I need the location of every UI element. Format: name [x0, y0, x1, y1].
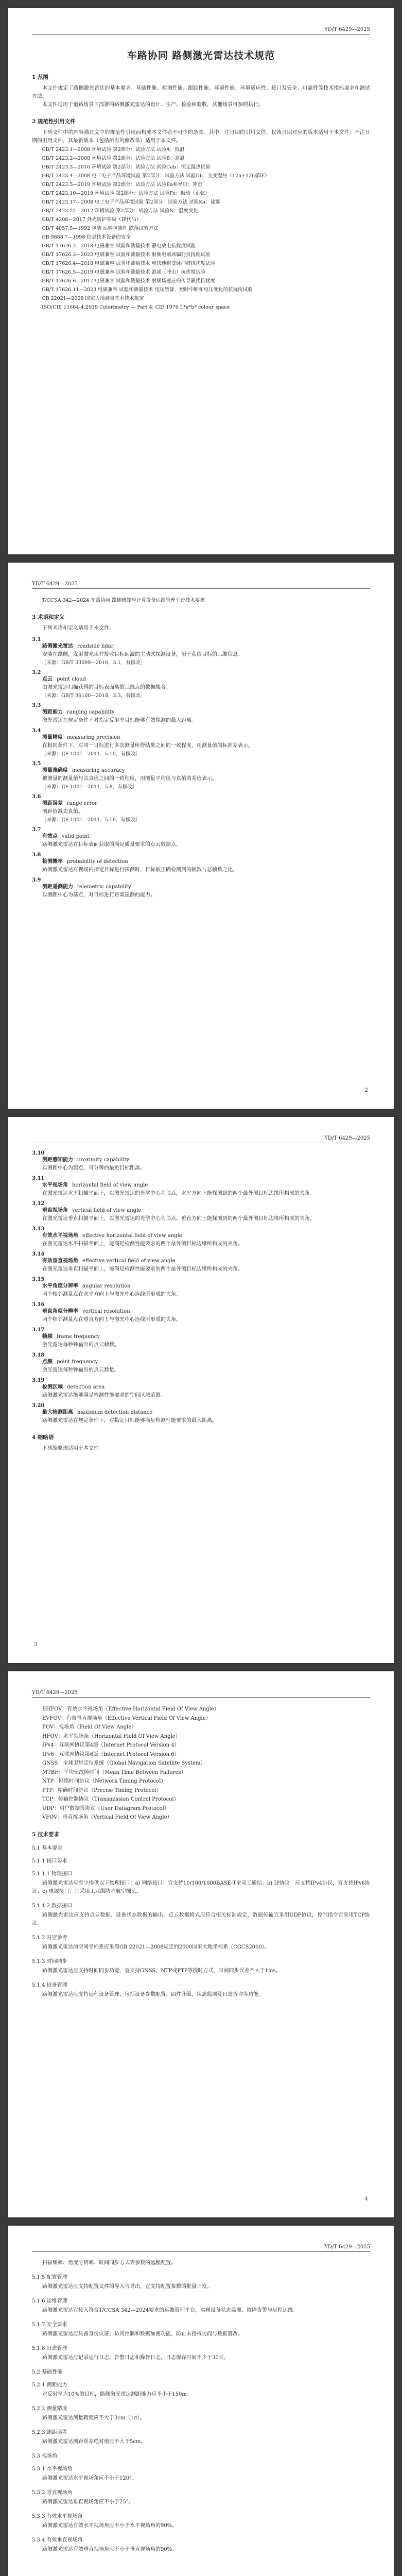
term-chinese: 测量精度	[42, 735, 63, 740]
term-entry	[32, 1201, 370, 1223]
term-chinese: 路侧激光雷达	[42, 643, 73, 649]
reference-item: GB/T 17626.3—2023 电磁兼容 试验和测量技术 射频电磁场辐射抗扰度试验	[42, 252, 211, 258]
abbreviation-item: IPv6：互联网协议第6版（Internet Protocol Version 6）	[42, 1751, 180, 1757]
term-number: 3.20	[32, 1403, 45, 1409]
abbreviation-item: NTP：网络时间协议（Network Timing Protocol）	[42, 1778, 166, 1784]
term-entry	[32, 1176, 370, 1198]
term-english: point cloud	[57, 676, 86, 682]
clause-heading: 5.1.1 接口要求	[32, 1858, 67, 1864]
reference-item: GB/T 17626.4—2018 电磁兼容 试验和测量技术 电快速瞬变脉冲群抗扰度试验	[42, 261, 216, 266]
term-entry	[32, 1352, 370, 1375]
clause-heading: 5.1.2 时空参考	[32, 1935, 67, 1941]
term-source: ［来源：JJF 1001—2011，5.10，有修改］	[42, 751, 141, 757]
abbreviation-item: MTBF：平均无故障时间（Mean Time Between Failures）	[42, 1769, 186, 1775]
clause-list	[32, 2259, 370, 2554]
term-chinese: 测距遥测能力	[42, 884, 73, 890]
term-definition: 以测距中心为基点，对目标进行距离遥测的能力。	[42, 892, 155, 898]
term-heading	[42, 883, 370, 891]
reference-item: GB/T 2423.22—2012 环境试验 第2部分：试验方法 试验N：温度变化	[42, 208, 199, 214]
reference-item: GB/T 2423.3—2016 环境试验 第2部分：试验方法 试验Cab：恒定湿热试验	[42, 164, 211, 170]
term-heading	[42, 1409, 370, 1417]
abbreviation-item: TCP：传输控制协议（Transmission Control Protocol）	[42, 1797, 179, 1802]
term-entry	[32, 1150, 370, 1173]
page-header: YD/T 6429—2025	[32, 1690, 370, 1698]
term-english: vertical field of view angle	[72, 1208, 142, 1213]
reference-item: GB/T 17626.5—2019 电磁兼容 试验和测量技术 浪涌（冲击）抗扰度试验	[42, 269, 206, 275]
page-header: YD/T 6429—2025	[32, 1136, 370, 1143]
section-heading: 1 范围	[32, 74, 48, 80]
clause-text: 路侧激光雷达水平视场角应不小于120°。	[42, 2476, 137, 2481]
term-english: range error	[67, 801, 97, 806]
term-number: 3.13	[32, 1226, 45, 1232]
clause-heading: 5.3.3 有效水平视场角	[32, 2514, 83, 2519]
clause-heading: 5.3.4 有效垂直视场角	[32, 2537, 83, 2543]
paragraph: 本文件规定了路侧激光雷达的基本要求、基础性能、检测性能、跟踪性能、环境性能、环境适应性、接口及安全、可靠性等技术指标要求和测试方法。	[32, 86, 370, 99]
reference-item: T/CCSA 342—2024 车路协同 路侧感知与计算设备运维管理平台技术要求	[42, 598, 205, 603]
term-english: probability of detection	[67, 859, 128, 865]
term-entry	[32, 1226, 370, 1248]
term-heading	[42, 1181, 370, 1190]
page-header: YD/T 6429—2025	[32, 27, 370, 35]
clause-heading: 5.3 视场角	[32, 2453, 58, 2459]
reference-item: GB/T 2423.1—2008 环境试验 第2部分：试验方法 试验A：低温	[42, 147, 185, 152]
term-heading	[42, 1383, 370, 1392]
clause-text: 对反射率为10%的目标，路侧激光雷达测距能力应不小于150m。	[42, 2392, 192, 2397]
term-english: point frequency	[57, 1359, 98, 1365]
term-definition: 在相同条件下，对同一目标进行多次测量所得结果之间的一致程度，用测量值的标准差表示。	[42, 743, 253, 749]
term-english: horizontal field of view angle	[72, 1182, 148, 1188]
clause-heading: 5.1.7 安全要求	[32, 2322, 67, 2328]
term-entry	[32, 827, 370, 849]
term-chinese: 有效垂直视场角	[42, 1258, 78, 1264]
term-definition: 路侧激光雷达在目标表面获取的满足质量要求的点云数据点。	[42, 842, 181, 848]
term-english: effective vertical field of view angle	[82, 1258, 176, 1264]
paragraph: 本文件适用于道路场景下部署的路侧激光雷达的设计、生产、检验和验收，其他场景可参照执行。	[42, 102, 264, 108]
term-entry	[32, 670, 370, 700]
abbreviation-item: EVFOV：有效垂直视场角（Effective Vertical Field Of View Angle）	[42, 1715, 211, 1721]
term-number: 3.19	[32, 1378, 45, 1383]
clause-heading: 5.1.6 运维管理	[32, 2298, 67, 2304]
term-entry	[32, 1302, 370, 1324]
term-english: frame frequency	[57, 1334, 100, 1340]
reference-list	[32, 145, 370, 312]
term-list	[32, 1150, 370, 1425]
clause-text: 路侧激光雷达垂直视场角应不小于25°。	[42, 2499, 134, 2505]
abbreviation-item: UDP：用户数据报协议（User Datagram Protocol）	[42, 1805, 169, 1811]
term-entry	[32, 877, 370, 900]
term-heading	[42, 708, 370, 717]
term-number: 3.15	[32, 1277, 45, 1282]
term-number: 3.14	[32, 1251, 45, 1257]
term-chinese: 点云	[42, 676, 53, 682]
term-number: 3.3	[32, 703, 41, 708]
term-entry	[32, 637, 370, 667]
clause-text: 路侧激光雷达应记录运行日志、告警日志和操作日志，日志保存时间不少于30天。	[42, 2355, 229, 2361]
abbreviation-item: IPv4：互联网协议第4版（Internet Protocol Version 4）	[42, 1742, 180, 1748]
paragraph: 下列缩略语适用于本文件。	[42, 1446, 104, 1451]
term-chinese: 水平视场角	[42, 1182, 68, 1188]
term-heading	[42, 1358, 370, 1366]
term-chinese: 测量准确度	[42, 768, 68, 773]
term-heading	[42, 675, 370, 684]
clause-text: 路侧激光雷达应支持配置文件的导入与导出，宜支持配置参数的批量下发。	[42, 2284, 212, 2290]
reference-item: ISO/CIE 11664-4:2019 Colorimetry — Part 4: CIE 1976 L*a*b* colour space	[42, 304, 230, 310]
page-header: YD/T 6429—2025	[32, 581, 370, 589]
term-english: telemetric capability	[77, 884, 131, 890]
term-definition: 在激光雷达垂直扫描平面上，以激光雷达的光学中心为顶点，垂直方向上能探测到的两个最外侧目标边缘所构成的夹角。	[42, 1216, 315, 1222]
term-number: 3.17	[32, 1327, 45, 1333]
term-number: 3.18	[32, 1352, 45, 1358]
term-entry	[32, 703, 370, 725]
term-english: angular resolution	[82, 1283, 131, 1289]
page-number: 2	[364, 1088, 368, 1093]
term-heading	[42, 858, 370, 866]
reference-item: GB 22021—2008 国家大地测量基本技术规定	[42, 296, 144, 301]
clause-text: 扫描频率、角度分辨率、时间同步方式等参数的远程配置。	[42, 2260, 176, 2266]
term-english: proximity capability	[77, 1157, 130, 1163]
term-definition: 被测量的测量值与其真值之间的一致程度，用测量平均值与真值的差值表示。	[42, 776, 217, 782]
clause-heading: 5.3.2 垂直视场角	[32, 2490, 73, 2496]
clause-text: 路侧激光雷达有效垂直视场角应不小于垂直视场角的90%。	[42, 2547, 178, 2552]
term-definition: 激光雷达每秒钟输出的点云帧数。	[42, 1342, 119, 1348]
term-number: 3.9	[32, 877, 41, 883]
term-entry	[32, 852, 370, 874]
term-source: ［来源：GB/T 36100—2018，3.3，有修改］	[42, 693, 146, 699]
term-definition: 路侧激光雷达能够满足检测性能要求的空间区域范围。	[42, 1393, 166, 1398]
term-entry	[32, 761, 370, 791]
term-definition: 两个相邻测量点在垂直方向上与激光中心连线所形成的夹角。	[42, 1317, 181, 1323]
term-definition: 在激光雷达水平扫描平面上，能满足检测性能要求的两个最外侧目标边缘所构成的夹角。	[42, 1241, 243, 1247]
term-chinese: 帧频	[42, 1334, 53, 1340]
term-heading	[42, 1308, 370, 1316]
page-1	[8, 8, 394, 554]
term-chinese: 检测区域	[42, 1384, 63, 1390]
term-definition: 在激光雷达水平扫描平面上，以激光雷达的光学中心为顶点，水平方向上能探测到的两个最外侧目标边缘所构成的夹角。	[42, 1191, 315, 1196]
clause-text: 路侧激光雷达有效水平视场角应不小于水平视场角的90%。	[42, 2523, 178, 2529]
clause-list	[32, 1843, 370, 1999]
term-definition: 由激光雷达扫描获得的目标表面离散三维点的数据集合。	[42, 685, 171, 690]
term-heading	[42, 642, 370, 651]
page-2	[8, 563, 394, 1109]
term-source: ［来源：JJF 1001—2011，5.16，有修改］	[42, 817, 141, 823]
paragraph: 下列术语和定义适用于本文件。	[42, 625, 114, 631]
reference-item: GB/T 2423.2—2008 环境试验 第2部分：试验方法 试验B：高温	[42, 156, 185, 161]
clause-text: 路侧激光雷达应支持时间同步功能，宜支持GNSS、NTP或PTP等授时方式，时间同步误差不大于1ms。	[42, 1968, 281, 1974]
section-heading: 5 技术要求	[32, 1831, 59, 1838]
term-source: ［来源：GB/T 33099—2016，3.1，有修改］	[42, 660, 146, 666]
term-number: 3.6	[32, 794, 41, 800]
term-heading	[42, 1282, 370, 1291]
term-number: 3.11	[32, 1176, 45, 1181]
reference-item: GB/T 2423.4—2008 电工电子产品环境试验 第2部分：试验方法 试验Db：交变湿热（12h+12h循环）	[42, 173, 270, 179]
clause-text: 路侧激光雷达应支持远程设备管理，包括设备参数配置、固件升级、状态监测及日志查询等功能。	[42, 1991, 264, 1997]
abbreviation-list	[32, 1705, 370, 1822]
term-english: ranging capability	[67, 709, 115, 715]
abbreviation-item: GNSS：全球卫星定位系统（Global Navigation Satellite System）	[42, 1760, 206, 1766]
term-english: measuring precision	[67, 735, 120, 740]
term-english: vertical resolution	[82, 1309, 130, 1314]
term-entry	[32, 794, 370, 824]
term-heading	[42, 1333, 370, 1341]
term-definition: 激光雷达在规定条件下对指定反射率目标能够有效探测的最大距离。	[42, 718, 197, 723]
clause-heading: 5.2.3 测距误差	[32, 2430, 67, 2435]
term-number: 3.1	[32, 637, 41, 642]
term-number: 3.12	[32, 1201, 45, 1207]
page-header: YD/T 6429—2025	[32, 2244, 370, 2252]
page-number: 3	[34, 1642, 38, 1648]
term-number: 3.4	[32, 728, 41, 734]
term-chinese: 测距误差	[42, 801, 63, 806]
term-definition: 安装在路侧，发射激光束并接收目标回波的主动式探测设备，用于获取目标的三维信息。	[42, 652, 243, 657]
term-chinese: 点频	[42, 1359, 53, 1365]
term-definition: 以测距中心为起点，可分辨的最近目标距离。	[42, 1165, 145, 1171]
document-title: 车路协同 路侧激光雷达技术规范	[127, 50, 275, 61]
term-chinese: 垂直角度分辨率	[42, 1309, 78, 1314]
term-english: maximum detection distance	[77, 1410, 153, 1415]
reference-item: GB/T 2423.5—2019 环境试验 第2部分：试验方法 试验Ea和导则：冲击	[42, 182, 202, 188]
term-entry	[32, 1378, 370, 1400]
reference-item: GB/T 4208—2017 外壳防护等级（IP代码）	[42, 217, 142, 223]
page-3	[8, 1117, 394, 1663]
term-entry	[32, 1277, 370, 1299]
term-definition: 测距值减去真值。	[42, 809, 83, 815]
reference-item: GB/T 4857.5—1992 包装 运输包装件 跌落试验方法	[42, 226, 159, 231]
term-definition: 路侧激光雷达对视场内指定目标进行探测时，目标被正确检测到的帧数与总帧数之比。	[42, 867, 238, 873]
paragraph: 下列文件中的内容通过文中的规范性引用而构成本文件必不可少的条款。其中，注日期的引用文件，仅该日期对应的版本适用于本文件；不注日期的引用文件，其最新版本（包括所有的修改单）适用于本文件。	[32, 130, 370, 144]
term-definition: 在激光雷达垂直扫描平面上，能满足检测性能要求的两个最外侧目标边缘所构成的夹角。	[42, 1266, 243, 1272]
term-definition: 激光雷达每秒钟输出的点云数量。	[42, 1367, 119, 1373]
clause-heading: 5.1.8 日志管理	[32, 2346, 67, 2351]
term-definition: 路侧激光雷达在规定条件下，对指定目标能够满足检测性能要求的最大距离。	[42, 1418, 217, 1423]
reference-item: GB/T 2423.10—2019 环境试验 第2部分：试验方法 试验Fc：振动（正弦）	[42, 191, 210, 196]
clause-text: 路侧激光雷达宜接入符合T/CCSA 342—2024要求的运维管理平台，实现设备状态监测、故障告警与远程运维。	[42, 2308, 299, 2313]
term-number: 3.5	[32, 761, 41, 767]
term-list	[32, 637, 370, 900]
reference-item: GB/T 17626.11—2023 电磁兼容 试验和测量技术 电压暂降、短时中断和电压变化的抗扰度试验	[42, 287, 253, 293]
term-chinese: 垂直视场角	[42, 1208, 68, 1213]
term-heading	[42, 1257, 370, 1265]
reference-item: GB 9888.7—1998 信息技术设备的安全	[42, 234, 131, 240]
clause-heading: 5.2.2 测量精度	[32, 2406, 67, 2412]
term-source: ［来源：JJF 1001—2011，5.8，有修改］	[42, 784, 137, 790]
term-entry	[32, 1327, 370, 1349]
term-chinese: 水平角度分辨率	[42, 1283, 78, 1289]
term-chinese: 有效点	[42, 834, 58, 839]
term-entry	[32, 1403, 370, 1425]
term-number: 3.10	[32, 1150, 45, 1156]
clause-text: 路侧激光雷达测量精度应不大于3cm（1σ）。	[42, 2415, 145, 2421]
abbreviation-item: VFOV：垂直视场角（Vertical Field Of View Angle）	[42, 1815, 172, 1820]
clause-text: 路侧激光雷达的空间坐标系应采用GB 22021—2008规定的2000国家大地坐标系（CGCS2000）。	[42, 1944, 270, 1950]
clause-heading: 5.1 基本要求	[32, 1845, 63, 1851]
page-5	[8, 2226, 394, 2576]
term-chinese: 最大检测距离	[42, 1410, 73, 1415]
clause-heading: 5.1.3 时间同步	[32, 1958, 67, 1964]
clause-text: 路侧激光雷达应支持点云数据、设备状态数据的输出，点云数据格式应符合相关标准规定，数据传输宜采用UDP协议，控制指令宜采用TCP协议。	[32, 1912, 370, 1926]
term-chinese: 有效水平视场角	[42, 1233, 78, 1239]
term-number: 3.16	[32, 1302, 45, 1308]
term-chinese: 测距能力	[42, 709, 63, 715]
term-english: effective horizontal field of view angle	[82, 1233, 182, 1239]
abbreviation-item: EHFOV：有效水平视场角（Effective Horizontal Field Of View Angle）	[42, 1706, 219, 1712]
term-number: 3.8	[32, 852, 41, 858]
clause-heading: 5.1.1.2 数据接口	[32, 1903, 73, 1909]
abbreviation-item: HFOV：水平视场角（Horizontal Field Of View Angle）	[42, 1733, 181, 1739]
reference-item: GB/T 17626.2—2018 电磁兼容 试验和测量技术 静电放电抗扰度试验	[42, 243, 196, 249]
term-number: 3.7	[32, 827, 41, 833]
term-heading	[42, 800, 370, 808]
clause-heading: 5.1.1.1 物理接口	[32, 1871, 73, 1877]
term-definition: 两个相邻测量点在水平方向上与激光中心连线所形成的夹角。	[42, 1292, 181, 1297]
term-heading	[42, 1156, 370, 1164]
abbreviation-item: FOV：视场角（Field Of View Angle）	[42, 1724, 137, 1730]
term-heading	[42, 1232, 370, 1240]
term-heading	[42, 767, 370, 775]
reference-item: GB/T 2423.17—2008 电工电子产品环境试验 第2部分：试验方法 试验Ka：盐雾	[42, 199, 220, 205]
section-heading: 3 术语和定义	[32, 614, 65, 620]
clause-heading: 5.3.1 水平视场角	[32, 2466, 73, 2472]
section-heading: 4 缩略语	[32, 1434, 54, 1440]
clause-heading: 5.2.1 测距能力	[32, 2382, 67, 2388]
term-entry	[32, 728, 370, 758]
section-heading: 2 规范性引用文件	[32, 118, 76, 125]
page-number: 4	[364, 2196, 368, 2202]
clause-heading: 5.2 基础性能	[32, 2369, 63, 2375]
page-4	[8, 1671, 394, 2217]
clause-heading: 5.1.5 配置管理	[32, 2275, 67, 2280]
clause-text: 路侧激光雷达应至少提供以下物理接口：a) 网络接口：宜支持10/100/1000BASE-T全双工通信；b) IP协议：应支持IPv4协议，宜支持IPv6协议；c) 电源接口：宜采用工业级防水航空插头。	[32, 1880, 370, 1894]
clause-heading: 5.1.4 设备管理	[32, 1982, 67, 1988]
clause-text: 路侧激光雷达测距误差绝对值应不大于5cm。	[42, 2439, 146, 2445]
term-english: valid point	[62, 834, 90, 839]
term-english: roadside lidar	[77, 643, 114, 649]
term-heading	[42, 833, 370, 841]
abbreviation-item: PTP：精确时间协议（Precise Timing Protocol）	[42, 1787, 162, 1793]
clause-text: 路侧激光雷达应具备身份认证、访问控制和数据加密功能，防止未授权访问与数据篡改。	[42, 2331, 243, 2337]
term-english: detection area	[67, 1384, 105, 1390]
term-chinese: 测距感知能力	[42, 1157, 73, 1163]
term-number: 3.2	[32, 670, 41, 675]
term-english: measuring accuracy	[72, 768, 125, 773]
reference-item: GB/T 17626.6—2017 电磁兼容 试验和测量技术 射频场感应的传导骚扰抗扰度	[42, 278, 216, 284]
term-heading	[42, 1207, 370, 1215]
term-chinese: 检测概率	[42, 859, 63, 865]
term-heading	[42, 734, 370, 742]
term-entry	[32, 1251, 370, 1274]
